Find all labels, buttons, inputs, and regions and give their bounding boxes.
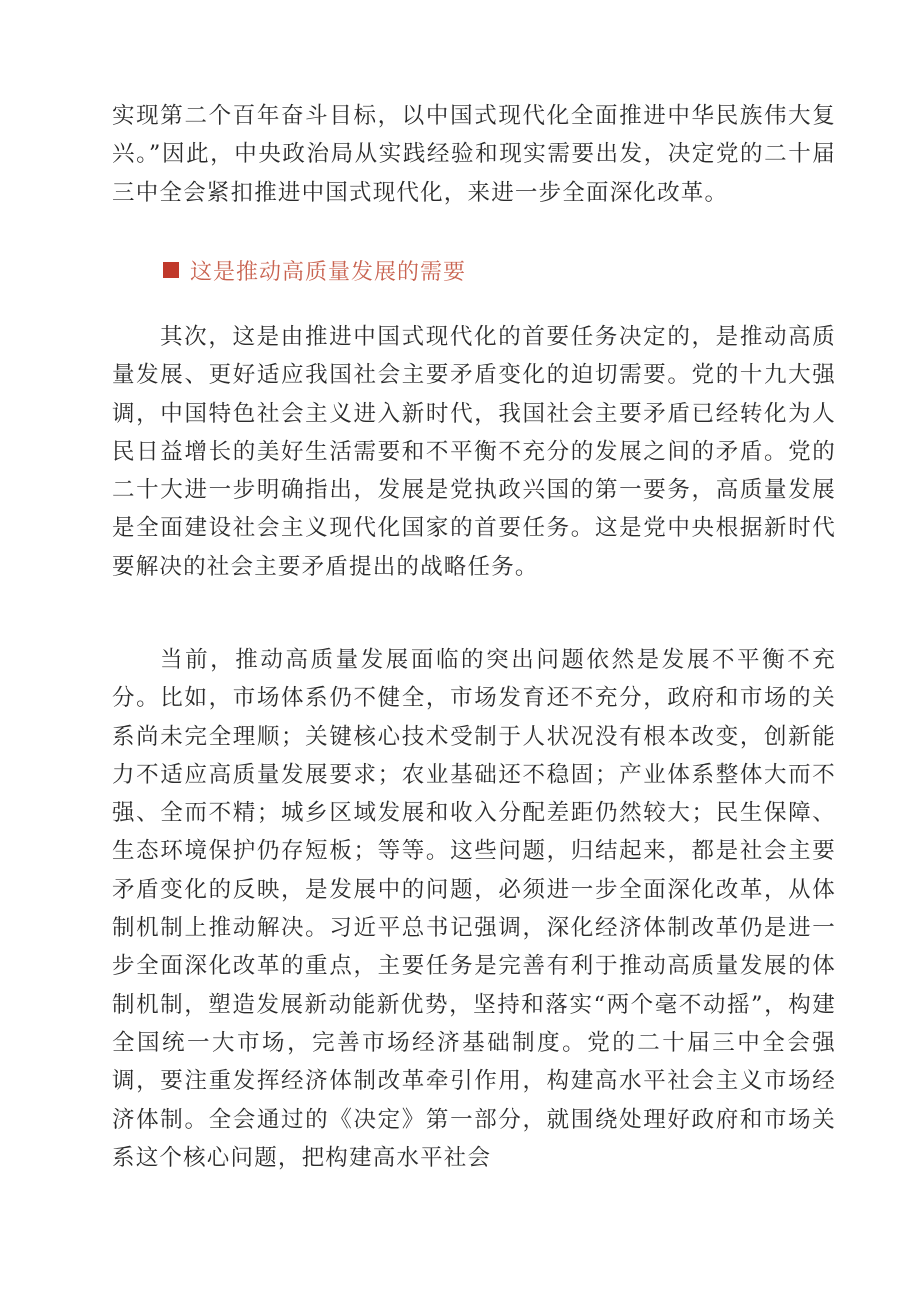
paragraph-second: 其次，这是由推进中国式现代化的首要任务决定的，是推动高质量发展、更好适应我国社会主要矛盾变化的迫切需要。党的十九大强调，中国特色社会主义进入新时代，我国社会主要矛盾已经转化为人民日益增长的美好生活需要和不平衡不充分的发展之间的矛盾。党的二十大进一步明确指出，发展是党执政兴国的第一要务，高质量发展是全面建设社会主义现代化国家的首要任务。这是党中央根据新时代要解决的社会主要矛盾提出的战略任务。 <box>112 324 836 580</box>
paragraph-continuation: 实现第二个百年奋斗目标，以中国式现代化全面推进中华民族伟大复兴。”因此，中央政治局从实践经验和现实需要出发，决定党的二十届三中全会紧扣推进中国式现代化，来进一步全面深化改革。 <box>112 103 836 206</box>
section-heading-text: 这是推动高质量发展的需要 <box>190 259 467 285</box>
paragraph-third: 当前，推动高质量发展面临的突出问题依然是发展不平衡不充分。比如，市场体系仍不健全，市场发育还不充分，政府和市场的关系尚未完全理顺；关键核心技术受制于人状况没有根本改变，创新能力不适应高质量发展要求；农业基础还不稳固；产业体系整体大而不强、全而不精；城乡区域发展和收入分配差距仍然较大；民生保障、生态环境保护仍存短板；等等。这些问题，归结起来，都是社会主要矛盾变化的反映，是发展中的问题，必须进一步全面深化改革，从体制机制上推动解决。习近平总书记强调，深化经济体制改革仍是进一步全面深化改革的重点，主要任务是完善有利于推动高质量发展的体制机制，塑造发展新动能新优势，坚持和落实“两个毫不动摇”，构建全国统一大市场，完善市场经济基础制度。党的二十届三中全会强调，要注重发挥经济体制改革牵引作用，构建高水平社会主义市场经济体制。全会通过的《决定》第一部分，就围绕处理好政府和市场关系这个核心问题，把构建高水平社会 <box>112 647 836 1171</box>
square-bullet-icon <box>163 262 179 278</box>
section-heading <box>163 253 466 287</box>
